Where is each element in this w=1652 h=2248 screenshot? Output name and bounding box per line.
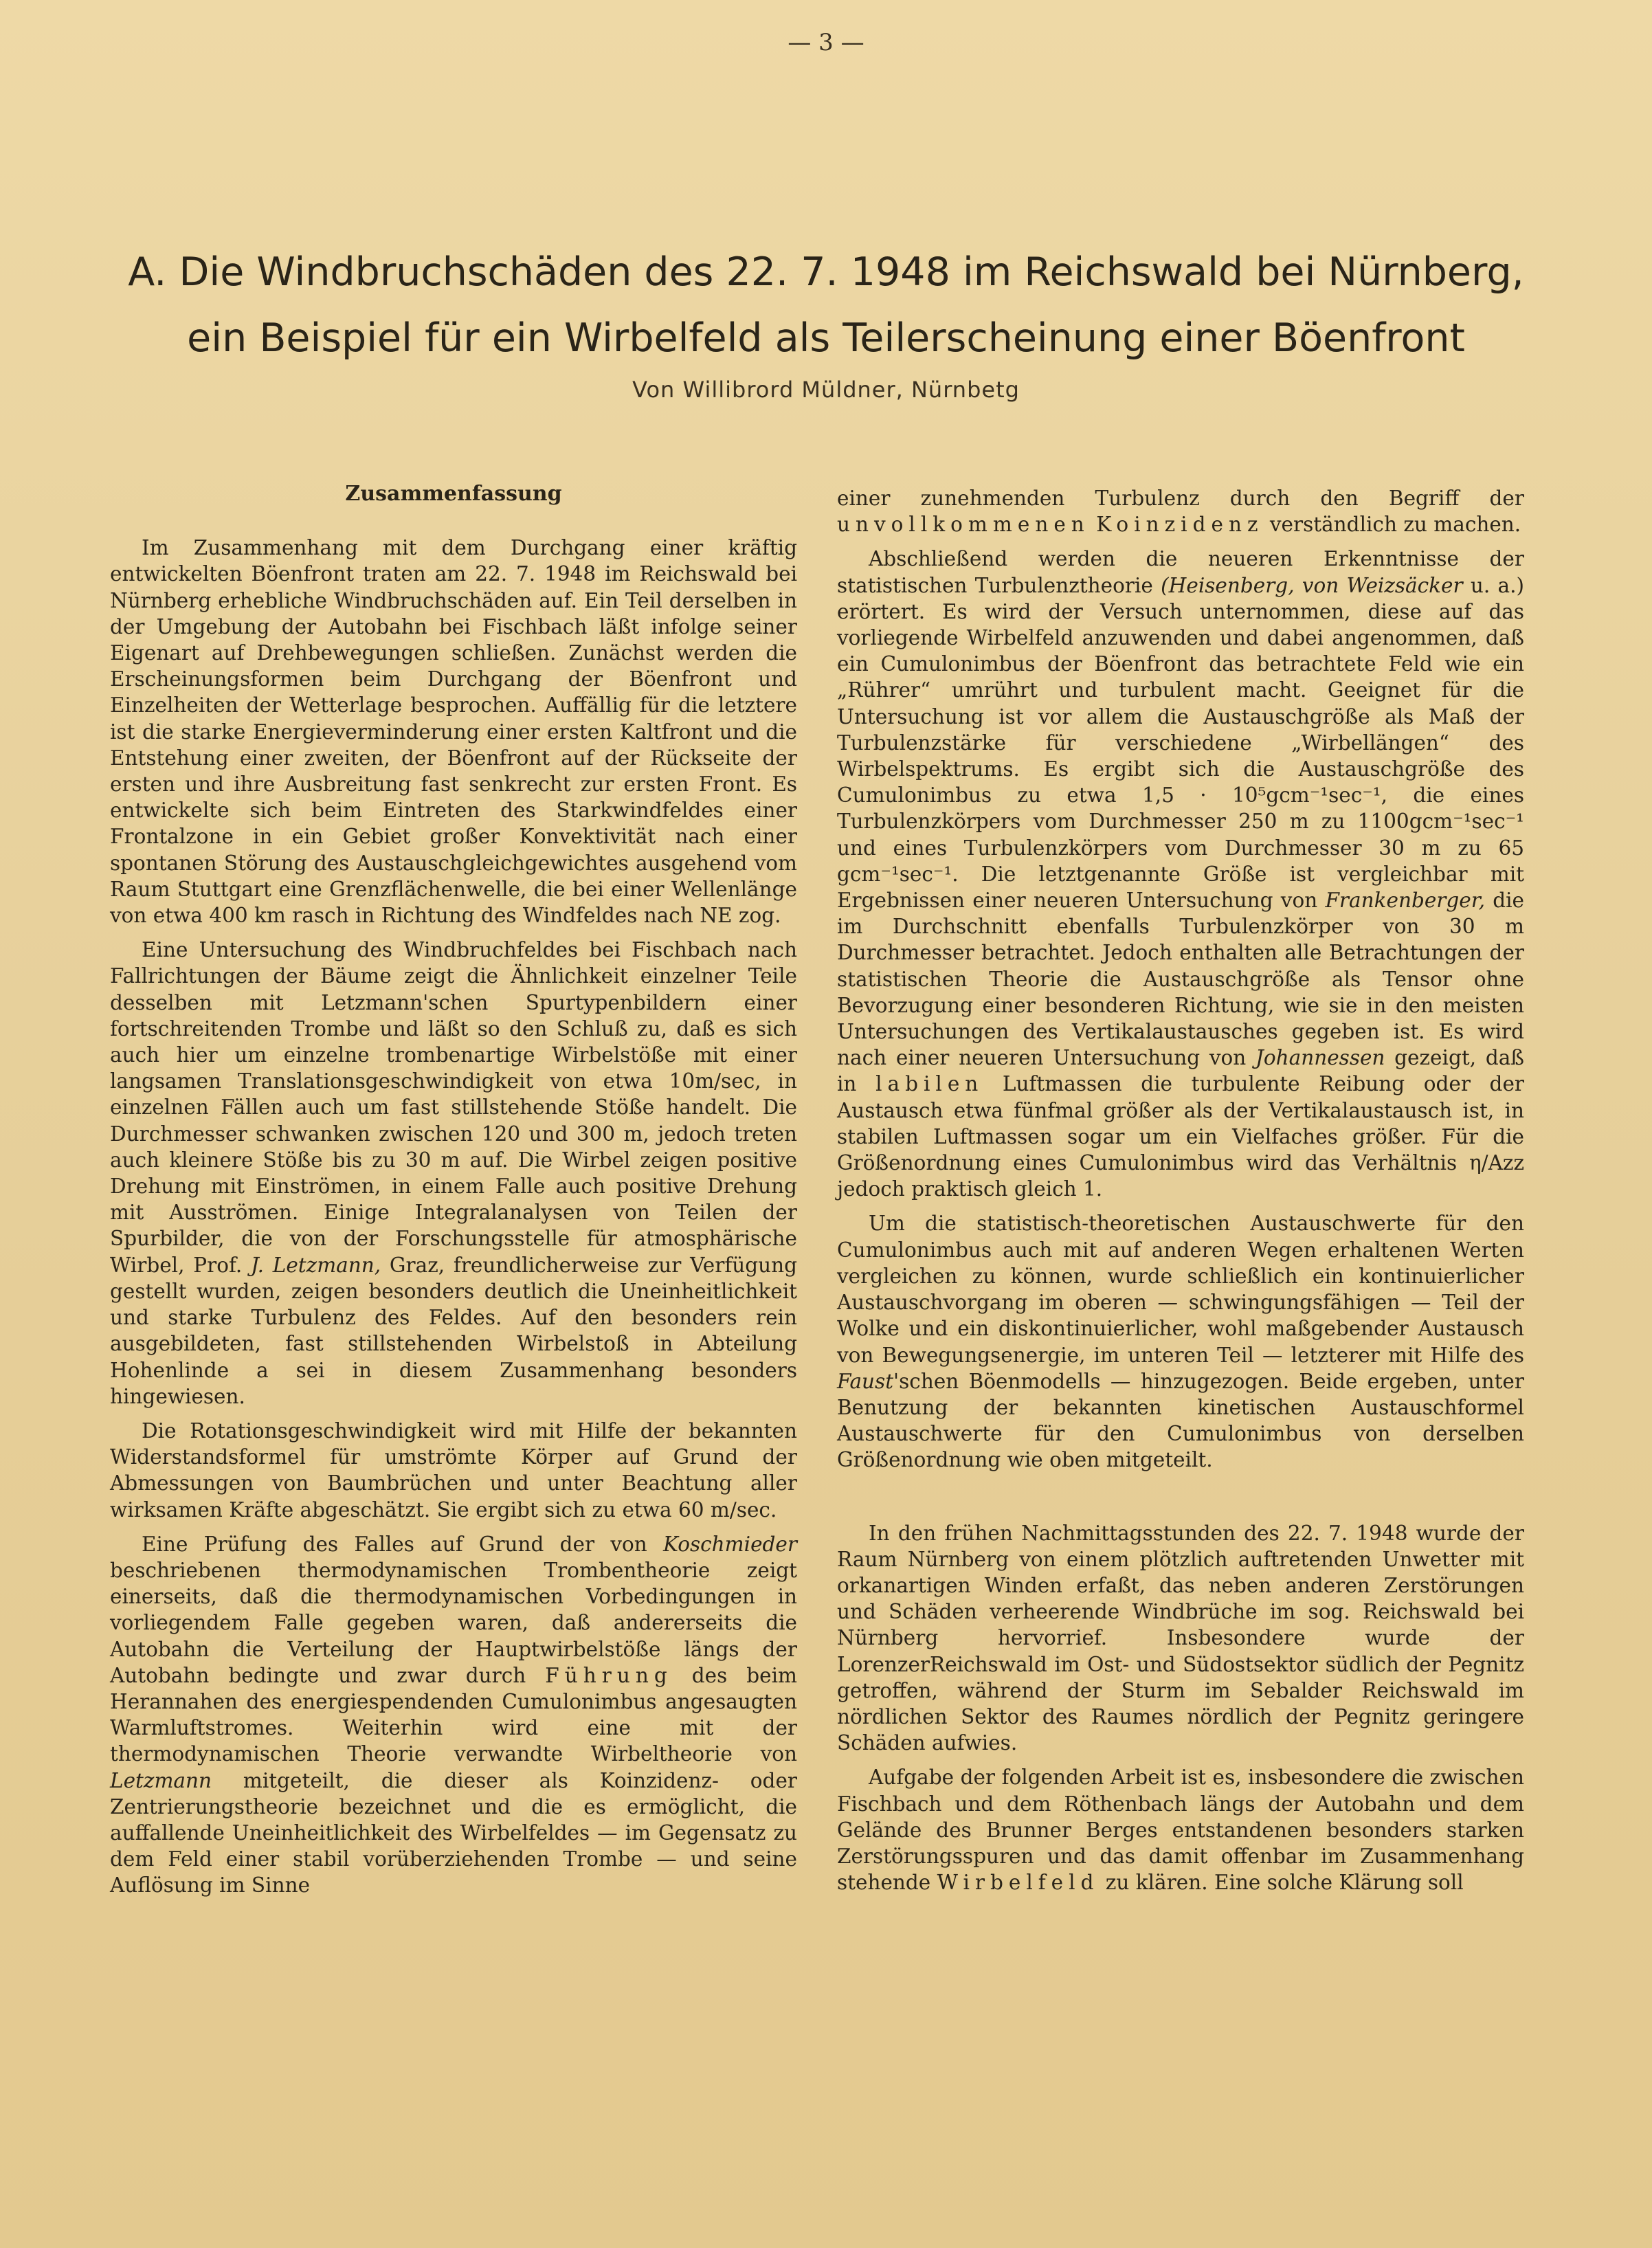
article-title-line-2: ein Beispiel für ein Wirbelfeld als Teilerscheinung einer Böenfront — [187, 315, 1465, 361]
author-name-johannessen: Johannessen — [1255, 1046, 1385, 1070]
article-title-line-1: A. Die Windbruchschäden des 22. 7. 1948 im Reichswald bei Nürnberg, — [128, 249, 1524, 295]
article-author: Von Willibrord Müldner, Nürnbetg — [632, 377, 1020, 403]
left-column — [110, 481, 797, 1907]
spaced-term-fuehrung: Führung — [545, 1663, 673, 1687]
summary-paragraph-3: Die Rotationsgeschwindigkeit wird mit Hilfe der bekannten Widerstandsformel für umströmte Körper auf Grund der Abmessungen von Baumbrüchen und unter Beachtung aller wirksamen Kräfte abgeschätzt. Sie ergibt sich zu etwa 60 m/sec. — [110, 1418, 797, 1522]
spaced-term-wirbelfeld: Wirbelfeld — [937, 1871, 1100, 1895]
author-name-letzmann: J. Letzmann, — [251, 1253, 381, 1277]
section-gap — [837, 1482, 1524, 1520]
author-name-faust: Faust — [837, 1369, 894, 1393]
summary-paragraph-1: Im Zusammenhang mit dem Durchgang einer kräftig entwickelten Böenfront traten am 22. 7. 1948 im Reichswald bei Nürnberg erhebliche Windbruchschäden auf. Ein Teil derselben in der Umgebung der Autobahn bei Fischbach läßt infolge seiner Eigenart auf Drehbewegungen schließen. Zunächst werden die Erscheinungsformen beim Durchgang der Böenfront und Einzelheiten der Wetterlage besprochen. Auffällig für die letztere ist die starke Energieverminderung einer ersten Kaltfront und die Entstehung einer zweiten, der Böenfront auf der Rückseite der ersten und ihre Ausbreitung fast senkrecht zur ersten Front. Es entwickelte sich beim Eintreten des Starkwindfeldes einer Frontalzone in ein Gebiet großer Konvektivität nach einer spontanen Störung des Austauschgleichgewichtes ausgehend vom Raum Stuttgart eine Grenzflächenwelle, die bei einer Wellenlänge von etwa 400 km rasch in Richtung des Windfeldes nach NE zog. — [110, 536, 797, 928]
author-name-frankenberger: Frankenberger, — [1325, 889, 1485, 913]
summary-paragraph-5: Abschließend werden die neueren Erkenntnisse der statistischen Turbulenztheorie (Heisenberg, von Weizsäcker u. a.) erörtert. Es wird der Versuch unternommen, diese auf das vorliegende Wirbelfeld anzuwenden und dabei angenommen, daß ein Cumulonimbus der Böenfront das betrachtete Feld wie ein „Rührer“ umrührt und turbulent macht. Geeignet für die Untersuchung ist vor allem die Austauschgröße als Maß der Turbulenzstärke für verschiedene „Wirbellängen“ des Wirbelspektrums. Es ergibt sich die Austauschgröße des Cumulonimbus zu etwa 1,5 · 10⁵gcm⁻¹sec⁻¹, die eines Turbulenzkörpers vom Durchmesser 250 m zu 1100gcm⁻¹sec⁻¹ und eines Turbulenzkörpers vom Durchmesser 30 m zu 65 gcm⁻¹sec⁻¹. Die letztgenannte Größe ist vergleichbar mit Ergebnissen einer neueren Untersuchung von Frankenberger, die im Durchschnitt ebenfalls Turbulenzkörper von 30 m Durchmesser betrachtet. Jedoch enthalten alle Betrachtungen der statistischen Theorie die Austauschgröße als Tensor ohne Bevorzugung einer besonderen Richtung, wie sie in den meisten Untersuchungen des Vertikalaustausches gegeben ist. Es wird nach einer neueren Untersuchung von Johannessen gezeigt, daß in labilen Luftmassen die turbulente Reibung oder der Austausch etwa fünfmal größer als der Vertikalaustausch ist, in stabilen Luftmassen sogar um ein Vielfaches größer. Für die Größenordnung eines Cumulonimbus wird das Verhältnis η/Azz jedoch praktisch gleich 1. — [837, 547, 1525, 1201]
spaced-term-unvollkommenen: unvollkommenen — [837, 513, 1090, 537]
summary-paragraph-2: Eine Untersuchung des Windbruchfeldes bei Fischbach nach Fallrichtungen der Bäume zeigt die Ähnlichkeit einzelner Teile desselben mit Letzmann'schen Spurtypenbildern einer fortschreitenden Trombe und läßt so den Schluß zu, daß es sich auch hier um einzelne trombenartige Wirbelstöße mit einer langsamen Translationsgeschwindigkeit von etwa 10m/sec, in einzelnen Fällen auch um fast stillstehende Stöße handelt. Die Durchmesser schwanken zwischen 120 und 300 m, jedoch treten auch kleinere Stöße bis zu 30 m auf. Die Wirbel zeigen positive Drehung mit Einströmen, in einem Falle auch positive Drehung mit Ausströmen. Einige Integralanalysen von Teilen der Spurbilder, die von der Forschungsstelle für atmosphärische Wirbel, Prof. J. Letzmann, Graz, freundlicherweise zur Verfügung gestellt wurden, zeigen besonders deutlich die Uneinheitlichkeit und starke Turbulenz des Feldes. Auf den besonders rein ausgebildeten, fast stillstehenden Wirbelstoß in Abteilung Hohenlinde a sei in diesem Zusammenhang besonders hingewiesen. — [110, 938, 798, 1408]
summary-paragraph-4-continued: einer zunehmenden Turbulenz durch den Begriff der unvollkommenen Koinzidenz verständlich zu machen. — [837, 487, 1524, 537]
page-number: — 3 — — [788, 29, 864, 56]
summary-heading: Zusammenfassung — [345, 482, 562, 506]
body-paragraph-1: In den frühen Nachmittagsstunden des 22. 7. 1948 wurde der Raum Nürnberg von einem plötzlich auftretenden Unwetter mit orkanartigen Winden erfaßt, das neben anderen Zerstörungen und Schäden verheerende Windbrüche im sog. Reichswald bei Nürnberg hervorrief. Insbesondere wurde der LorenzerReichswald im Ost- und Südostsektor südlich der Pegnitz getroffen, während der Sturm im Sebalder Reichswald im nördlichen Sektor des Raumes nördlich der Pegnitz geringere Schäden aufwies. — [837, 1521, 1524, 1755]
spaced-term-labilen: labilen — [875, 1072, 984, 1096]
spaced-term-koinzidenz: Koinzidenz — [1096, 513, 1264, 537]
summary-paragraph-6: Um die statistisch-theoretischen Austauschwerte für den Cumulonimbus auch mit auf anderen Wegen erhaltenen Werten vergleichen zu können, wurde schließlich ein kontinuierlicher Austauschvorgang im oberen — schwingungsfähigen — Teil der Wolke und ein diskontinuierlicher, wohl maßgebender Austausch von Bewegungsenergie, im unteren Teil — letzterer mit Hilfe des Faust'schen Böenmodells — hinzugezogen. Beide ergeben, unter Benutzung der bekannten kinetischen Austauschformel Austauschwerte für den Cumulonimbus von derselben Größenordnung wie oben mitgeteilt. — [837, 1212, 1524, 1472]
author-name-letzmann-2: Letzmann — [110, 1768, 212, 1792]
body-paragraph-2: Aufgabe der folgenden Arbeit ist es, insbesondere die zwischen Fischbach und dem Röthenbach längs der Autobahn und dem Gelände des Brunner Berges entstandenen besonders starken Zerstörungsspuren und das damit offenbar im Zusammenhang stehende Wirbelfeld zu klären. Eine solche Klärung soll — [837, 1766, 1524, 1895]
author-name-koschmieder: Koschmieder — [663, 1532, 797, 1556]
summary-paragraph-4: Eine Prüfung des Falles auf Grund der von Koschmieder beschriebenen thermodynamischen Trombentheorie zeigt einerseits, daß die thermodynamischen Vorbedingungen in vorliegendem Falle gegeben waren, daß andererseits die Autobahn die Verteilung der Hauptwirbelstöße längs der Autobahn bedingte und zwar durch Führung des beim Herannahen des energiespendenden Cumulonimbus angesaugten Warmluftstromes. Weiterhin wird eine mit der thermodynamischen Theorie verwandte Wirbeltheorie von Letzmann mitgeteilt, die dieser als Koinzidenz- oder Zentrierungstheorie bezeichnet und die es ermöglicht, die auffallende Uneinheitlichkeit des Wirbelfeldes — im Gegensatz zu dem Feld einer stabil vorüberziehenden Trombe — und seine Auflösung im Sinne — [110, 1532, 797, 1898]
right-column — [837, 485, 1524, 1904]
author-names-heisenberg: (Heisenberg, von Weizsäcker — [1161, 573, 1463, 597]
article-title — [103, 239, 1549, 371]
